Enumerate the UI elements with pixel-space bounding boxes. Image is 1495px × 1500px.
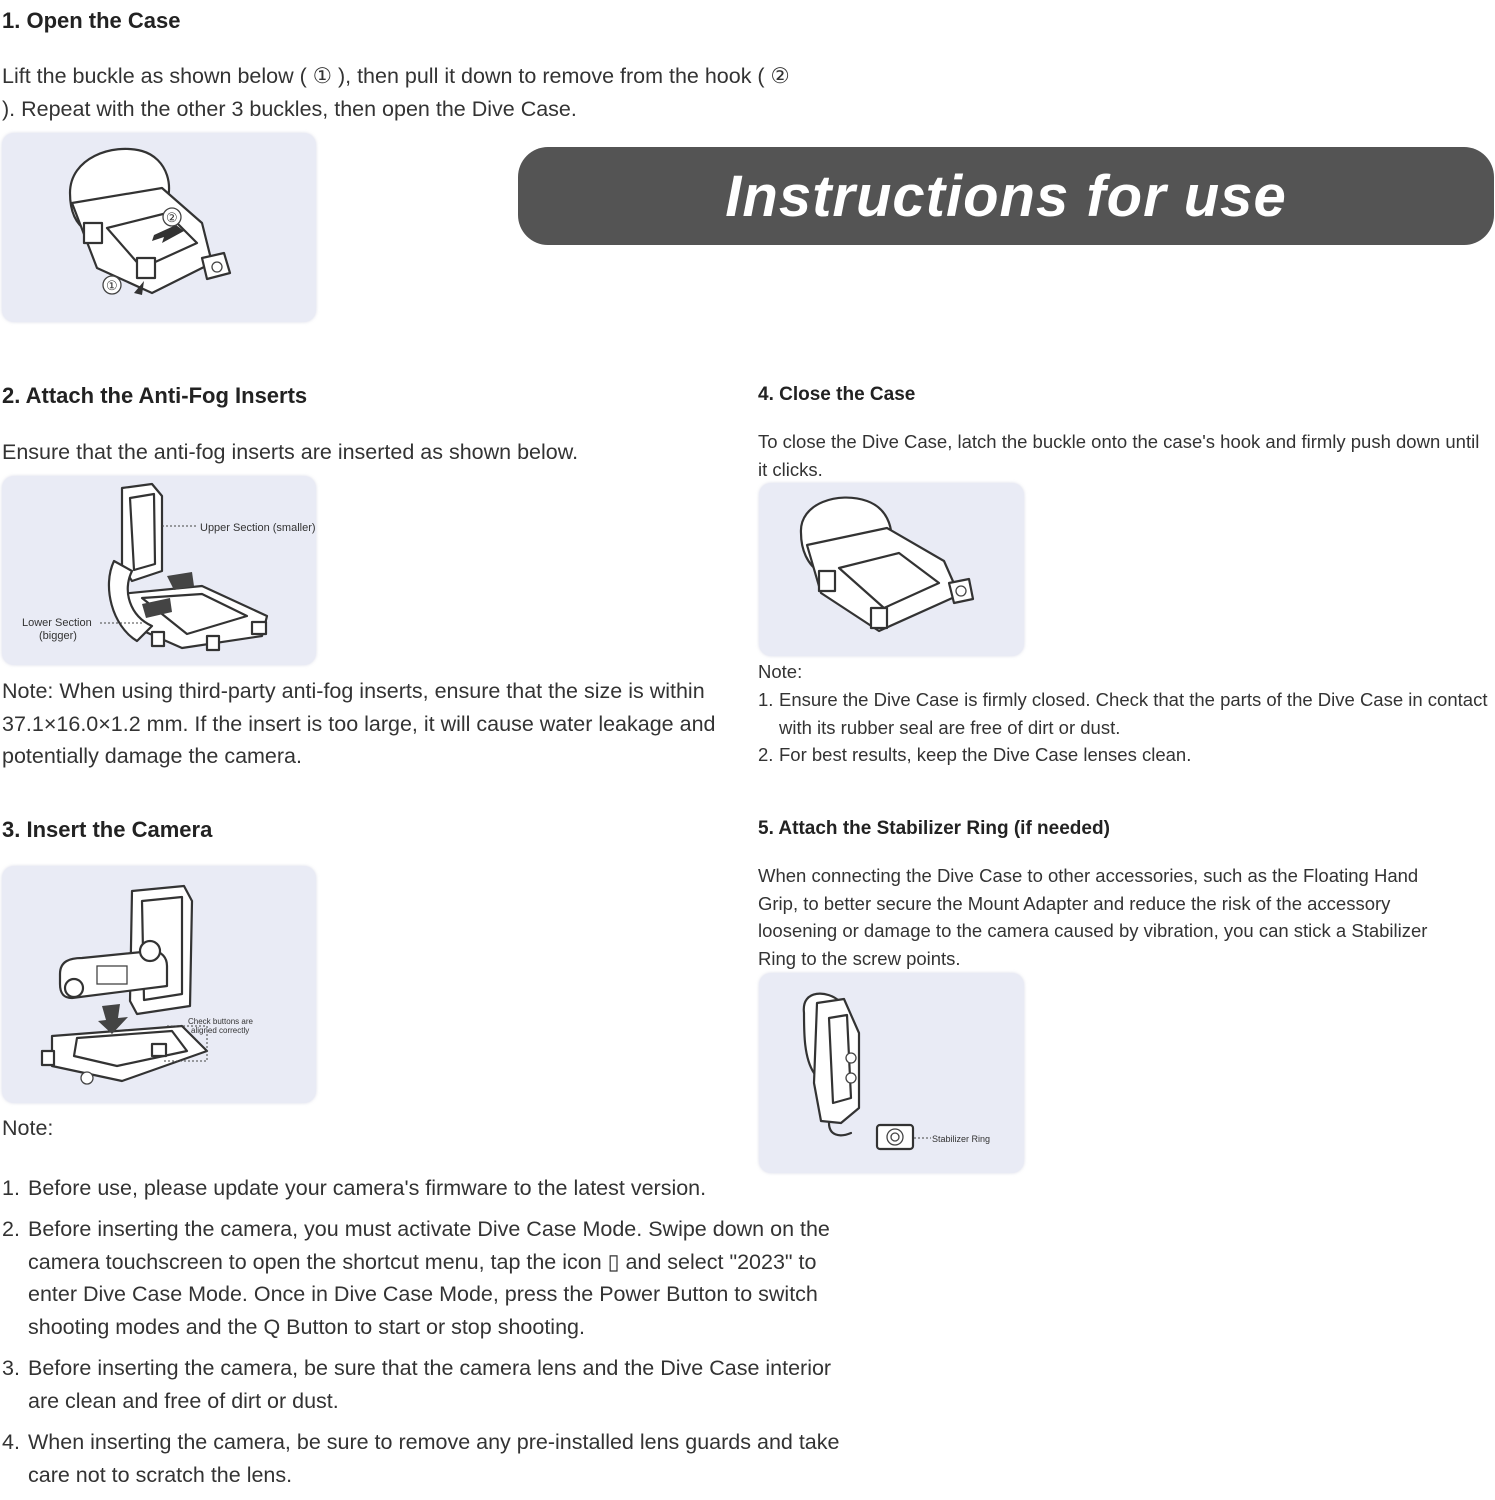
callout-2: ② [166, 210, 178, 225]
check-buttons-label: Check buttons are [188, 1017, 253, 1026]
anti-fog-illustration [2, 476, 316, 665]
note-line: camera touchscreen to open the shortcut menu, tap the icon ▯ and select "2023" to [28, 1249, 817, 1274]
note-line: are clean and free of dirt or dust. [28, 1388, 339, 1413]
step4-note-item [758, 686, 1487, 741]
note-number: 3. [2, 1356, 20, 1380]
step5-line-4: Ring to the screw points. [758, 947, 961, 969]
step2-note-line-1: Note: When using third-party anti-fog inserts, ensure that the size is within [2, 679, 705, 703]
step5-line-2: Grip, to better secure the Mount Adapter and reduce the risk of the accessory [758, 892, 1391, 914]
step2-note-line-2: 37.1×16.0×1.2 mm. If the insert is too large, it will cause water leakage and [2, 711, 716, 736]
stabilizer-ring-illustration [759, 973, 1024, 1173]
note-line: enter Dive Case Mode. Once in Dive Case Mode, press the Power Button to switch [28, 1282, 818, 1306]
note-line: For best results, keep the Dive Case lenses clean. [779, 744, 1192, 765]
note-number: 1. [758, 689, 774, 710]
note-number: 2. [758, 744, 774, 765]
step1-heading: 1. Open the Case [2, 8, 181, 33]
note-line: shooting modes and the Q Button to start or stop shooting. [28, 1314, 585, 1339]
step3-note-label: Note: [2, 1116, 54, 1140]
lower-section-sublabel: (bigger) [39, 630, 77, 642]
callout-1: ① [106, 278, 118, 293]
step4-line-1: To close the Dive Case, latch the buckle onto the case's hook and firmly push down until [758, 431, 1480, 452]
step5-line-3: loosening or damage to the camera caused by vibration, you can stick a Stabilizer [758, 920, 1428, 941]
step2-text: Ensure that the anti-fog inserts are inserted as shown below. [2, 440, 579, 464]
note-line: Before use, please update your camera's firmware to the latest version. [28, 1176, 707, 1200]
close-case-illustration [759, 483, 1024, 656]
note-number: 1. [2, 1176, 20, 1200]
insert-camera-illustration [2, 866, 316, 1103]
step1-line-2: ). Repeat with the other 3 buckles, then open the Dive Case. [2, 96, 577, 121]
note-number: 2. [2, 1217, 20, 1241]
step5-line-1: When connecting the Dive Case to other accessories, such as the Floating Hand [758, 865, 1419, 886]
step4-note-item [758, 741, 1487, 769]
note-line: Before inserting the camera, be sure that the camera lens and the Dive Case interior [28, 1356, 832, 1380]
step1-line-1: Lift the buckle as shown below ( ① ), then pull it down to remove from the hook ( ② [2, 64, 790, 88]
step4-note-label: Note: [758, 661, 803, 682]
note-line: with its rubber seal are free of dirt or dust. [779, 716, 1121, 738]
instructions-banner [518, 147, 1494, 245]
step5-text [758, 862, 1427, 972]
check-buttons-sublabel: aligned correctly [191, 1026, 250, 1035]
step2-note [2, 675, 715, 773]
step4-line-2: it clicks. [758, 458, 823, 480]
step3-notes-list [2, 1172, 882, 1500]
step5-heading: 5. Attach the Stabilizer Ring (if needed) [758, 818, 1110, 839]
step1-instructions [2, 60, 790, 125]
note-line: When inserting the camera, be sure to remove any pre-installed lens guards and take [28, 1430, 840, 1454]
note-line: Before inserting the camera, you must activate Dive Case Mode. Swipe down on the [28, 1217, 830, 1241]
step3-note-item [2, 1172, 882, 1213]
stabilizer-ring-label: Stabilizer Ring [932, 1134, 991, 1144]
step2-note-line-3: potentially damage the camera. [2, 744, 302, 768]
note-line: care not to scratch the lens. [28, 1462, 293, 1487]
step4-notes-list [758, 686, 1487, 769]
step3-note-item [2, 1352, 882, 1426]
open-case-illustration [2, 133, 316, 322]
note-line: Ensure the Dive Case is firmly closed. Check that the parts of the Dive Case in contact [779, 689, 1488, 710]
upper-section-label: Upper Section (smaller) [200, 522, 316, 534]
step2-heading: 2. Attach the Anti-Fog Inserts [2, 383, 308, 408]
step3-note-item [2, 1213, 882, 1352]
step3-note-item [2, 1426, 882, 1500]
step4-instructions [758, 428, 1479, 483]
banner-title: Instructions for use [725, 163, 1287, 229]
note-number: 4. [2, 1430, 20, 1454]
step3-heading: 3. Insert the Camera [2, 817, 213, 842]
step4-heading: 4. Close the Case [758, 384, 916, 405]
lower-section-label: Lower Section [22, 617, 92, 629]
